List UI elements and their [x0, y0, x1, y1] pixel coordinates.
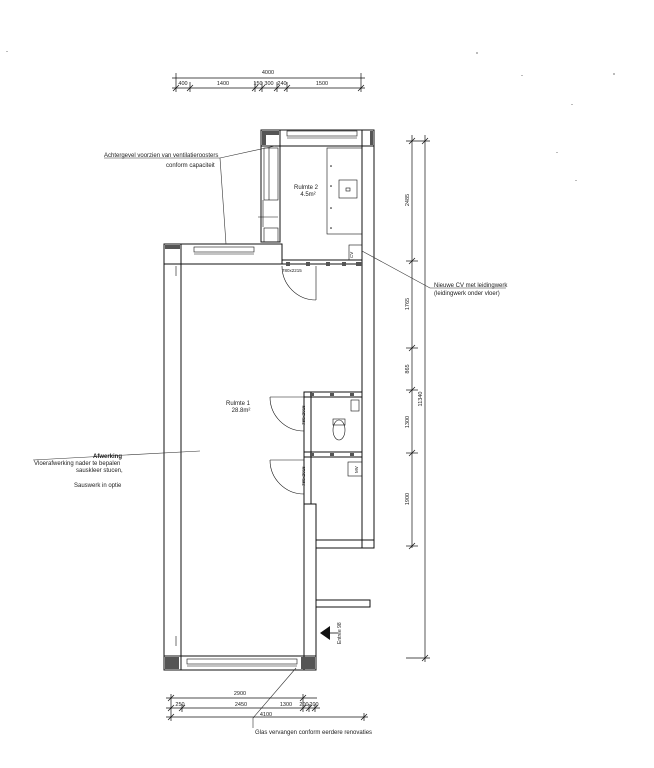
- door-label-wc: 780x2015: [301, 405, 306, 425]
- dim-top-seg-1: 400: [178, 81, 188, 87]
- door-label-mid: 780x2015: [301, 466, 306, 486]
- entree-arrow-icon: [320, 626, 330, 640]
- dim-bottom-seg-2: 2450: [234, 702, 248, 708]
- room-2-name: Rulmte 2: [293, 185, 319, 191]
- room-1-name: Rulmte 1: [225, 401, 251, 407]
- dim-right-seg-2: 1765: [405, 297, 411, 311]
- room-1-area: 28.8m²: [231, 408, 251, 414]
- dim-right-seg-1: 2485: [405, 193, 411, 207]
- dim-top-total: 4000: [261, 70, 275, 76]
- mv-label: MV: [354, 466, 359, 473]
- walls: [164, 130, 374, 670]
- dim-top-seg-2: 1400: [216, 81, 230, 87]
- annotation-cv-2: (leidingwerk onder vloer): [434, 291, 500, 297]
- dim-bottom-seg-5: 200: [309, 702, 319, 708]
- dim-top-seg-3: 150: [253, 81, 263, 87]
- dim-bottom-seg-3: 1300: [279, 702, 293, 708]
- dim-bottom-seg-1: 250: [175, 702, 185, 708]
- dim-top-seg-4: 300: [264, 81, 274, 87]
- wall-hatch: [165, 131, 373, 669]
- dim-top-seg-6: 1500: [315, 81, 329, 87]
- leader-lines: [33, 146, 506, 728]
- annotation-afwerking-3: Sauswerk in optie: [74, 483, 122, 489]
- fixture-dots: [330, 165, 332, 229]
- annotation-achtergevel-1: Achtergevel voorzien van ventilatieroosters: [104, 153, 219, 159]
- dim-right-seg-5: 1900: [405, 492, 411, 506]
- dim-right-total: 11340: [418, 391, 424, 407]
- annotation-glas: Glas vervangen conform eerdere renovaties: [255, 730, 373, 736]
- dim-right-seg-3: 865: [405, 364, 411, 374]
- dim-bottom-upper: 2900: [233, 691, 247, 697]
- doors: [176, 200, 316, 646]
- annotation-afwerking-2: sauskleer stucen,: [76, 468, 123, 474]
- annotation-cv-1: Nieuwe CV met leidingwerk: [434, 283, 508, 289]
- room-2-area: 4.5m²: [300, 192, 316, 198]
- door-label-top: 780x2215: [282, 268, 302, 273]
- dim-bottom-seg-4: 200: [299, 702, 309, 708]
- fixtures: [327, 148, 362, 476]
- stray-marks: [6, 51, 615, 181]
- annotation-achtergevel-2: conform capaciteit: [166, 163, 215, 169]
- dim-top-seg-5: 240: [277, 81, 287, 87]
- annotation-afwerking-title: Afwerking: [93, 454, 123, 460]
- dim-right-seg-4: 1300: [405, 415, 411, 429]
- cv-label: CV: [349, 251, 354, 258]
- annotation-entree: Entree 98: [337, 622, 343, 644]
- annotation-afwerking-1: Vloerafwerking nader te bepalen: [34, 461, 121, 467]
- windows: [187, 131, 357, 666]
- dim-bottom-total: 4100: [259, 712, 273, 718]
